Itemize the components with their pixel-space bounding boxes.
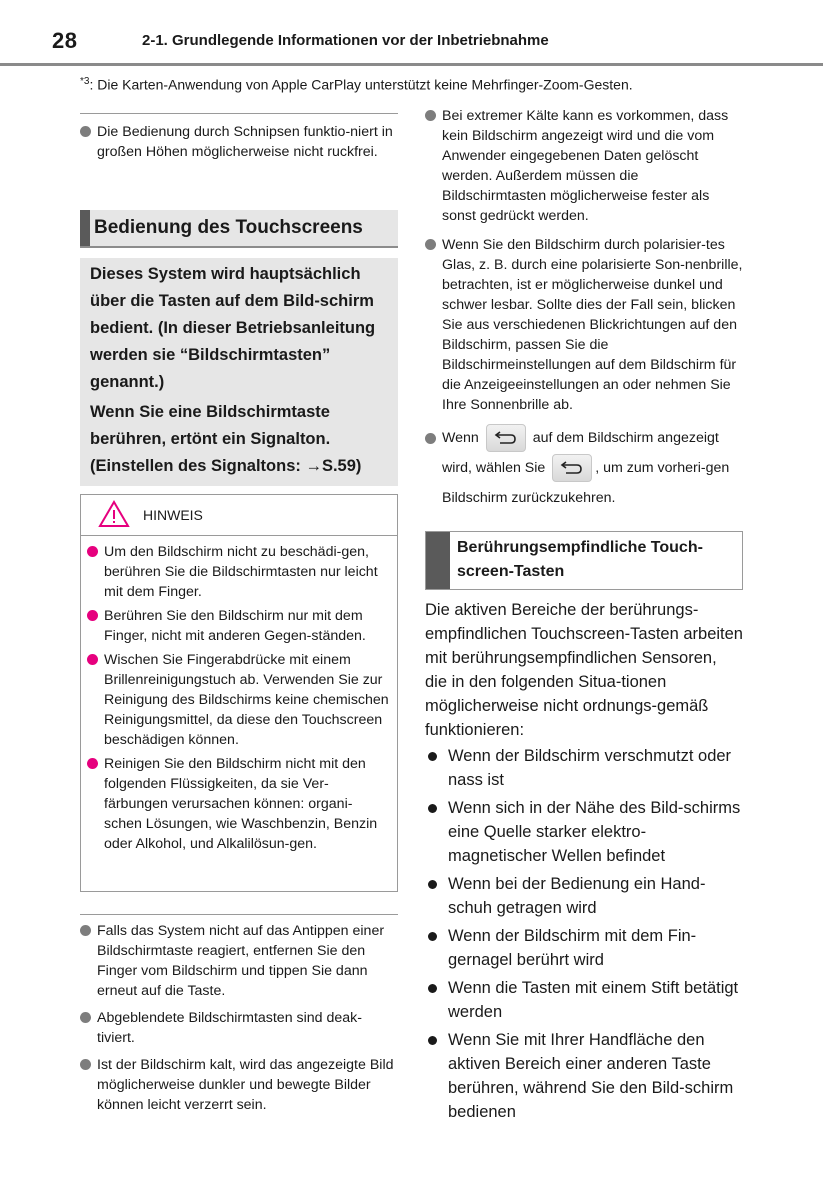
bullet-icon: [80, 126, 91, 137]
condition-item: [425, 1028, 743, 1124]
notice-item: [87, 650, 389, 750]
subsection-header-bar: [426, 532, 450, 589]
list-item-text: Wenn Sie den Bildschirm durch polarisier-tes Glas, z. B. durch eine polarisierte Son-nenbrille, betrachten, ist er möglicherweise dunkel und schwer lesbar. Sollte dies der Fall sein, blicken Sie aus verschiedenen Blickrichtungen auf den Bildschirm, passen Sie die Bildschirmeinstellungen auf dem Bildschirm für die Anzeigeeinstellungen an oder nehmen Sie Ihre Sonnenbrille ab.: [442, 237, 743, 413]
condition-text: Wenn der Bildschirm mit dem Fin-gernagel berührt wird: [448, 927, 697, 969]
pink-bullet-icon: [87, 546, 98, 557]
notice-box: [80, 494, 398, 892]
bullet-icon: [428, 984, 437, 993]
condition-item: [425, 976, 743, 1024]
list-item: [80, 122, 398, 162]
section-header: [80, 210, 398, 248]
list-item: [425, 423, 743, 513]
notice-item: [87, 542, 389, 602]
back-arrow-icon: [560, 459, 584, 477]
notice-list: [81, 536, 397, 854]
condition-text: Wenn die Tasten mit einem Stift betätigt werden: [448, 979, 739, 1021]
condition-text: Wenn bei der Bedienung ein Hand-schuh getragen wird: [448, 875, 706, 917]
divider: [80, 113, 398, 114]
bullet-icon: [428, 932, 437, 941]
intro-box: [80, 258, 398, 486]
bullet-icon: [80, 925, 91, 936]
list-item-text: Falls das System nicht auf das Antippen einer Bildschirmtaste reagiert, entfernen Sie den Finger vom Bildschirm und tippen Sie dann erneut auf die Taste.: [97, 923, 385, 999]
bullet-icon: [428, 1036, 437, 1045]
bullet-icon: [425, 110, 436, 121]
notice-item-text: Um den Bildschirm nicht zu beschädi-gen, berühren Sie die Bildschirmtasten nur leicht mit dem Finger.: [104, 544, 378, 600]
right-top-block: [425, 106, 743, 513]
condition-item: [425, 924, 743, 972]
list-item: [80, 921, 398, 1001]
divider: [80, 914, 398, 915]
pink-bullet-icon: [87, 610, 98, 621]
subsection-title: Berührungsempfindliche Touch-screen-Tasten: [457, 539, 703, 580]
condition-item: [425, 744, 743, 792]
notice-header: [81, 495, 397, 536]
body-paragraph: Die aktiven Bereiche der berührungs-empfindlichen Touchscreen-Tasten arbeiten mit berührungsempfindlichen Sensoren, die in den folgenden Situa-tionen möglicherweise nicht ordnungs-gemäß funktionieren:: [425, 601, 743, 739]
list-item-text: Abgeblendete Bildschirmtasten sind deak-tiviert.: [97, 1010, 362, 1046]
list-item-text: , um zum vorheri-gen Bildschirm zurückzukehren.: [442, 460, 730, 506]
back-arrow-icon: [494, 429, 518, 447]
condition-item: [425, 796, 743, 868]
header-divider: [0, 63, 823, 66]
left-top-block: [80, 113, 398, 162]
pink-bullet-icon: [87, 758, 98, 769]
list-item-text: Ist der Bildschirm kalt, wird das angezeigte Bild möglicherweise dunkler und bewegte Bilder können leicht verzerrt sein.: [97, 1057, 394, 1113]
footnote-marker: *3: [80, 76, 90, 87]
section-header-bar: [80, 210, 90, 246]
notice-item-text: Berühren Sie den Bildschirm nur mit dem Finger, nicht mit anderen Gegen-ständen.: [104, 608, 366, 644]
list-item: [80, 1008, 398, 1048]
pink-bullet-icon: [87, 654, 98, 665]
notice-item-text: Reinigen Sie den Bildschirm nicht mit den folgenden Flüssigkeiten, da sie Ver-färbungen verursachen können: organi-schen Lösungen, wie Waschbenzin, Benzin oder Alkohol, und Alkalilösun-gen.: [104, 756, 378, 852]
bullet-icon: [425, 433, 436, 444]
warning-triangle-icon: [98, 500, 130, 533]
notice-item: [87, 754, 389, 854]
bullet-icon: [425, 239, 436, 250]
condition-list: [425, 744, 743, 1128]
condition-item: [425, 872, 743, 920]
intro-paragraph: Dieses System wird hauptsächlich über die Tasten auf dem Bild-schirm bedient. (In dieser Betriebsanleitung werden sie “Bildschirmtasten” genannt.): [90, 265, 376, 391]
intro-paragraph: Wenn Sie eine Bildschirmtaste berühren, ertönt ein Signalton. (Einstellen des Signaltons: →S.59): [90, 403, 362, 475]
list-item-text: Bei extremer Kälte kann es vorkommen, dass kein Bildschirm angezeigt wird und die vom Anwender eingegebenen Daten gelöscht werden. Außerdem müssen die Bildschirmtasten möglicherweise fester als sonst gedrückt werden.: [442, 108, 729, 224]
back-button-image: [486, 424, 526, 452]
list-item-text: Wenn: [442, 430, 479, 446]
notice-item-text: Wischen Sie Fingerabdrücke mit einem Brillenreinigungstuch ab. Verwenden Sie zur Reinigung des Bildschirms keine chemischen Reinigungsmittel, da diese den Touchscreen beschädigen können.: [104, 652, 389, 748]
list-item: [425, 235, 743, 415]
list-item: [425, 106, 743, 226]
notice-title: HINWEIS: [143, 507, 203, 523]
page-number: 28: [52, 28, 78, 53]
condition-text: Wenn sich in der Nähe des Bild-schirms eine Quelle starker elektro-magnetischer Wellen befindet: [448, 799, 741, 865]
subsection-header: [425, 531, 743, 590]
bullet-icon: [80, 1012, 91, 1023]
section-title: Bedienung des Touchscreens: [94, 217, 363, 238]
left-bottom-block: [80, 914, 398, 1115]
condition-text: Wenn Sie mit Ihrer Handfläche den aktiven Bereich einer anderen Taste berühren, während Sie den Bild-schirm bedienen: [448, 1031, 734, 1121]
list-item: [80, 1055, 398, 1115]
footnote: [80, 76, 633, 93]
chapter-title: 2-1. Grundlegende Informationen vor der Inbetriebnahme: [142, 32, 549, 49]
list-item-text: auf dem Bildschirm angezeigt wird, wählen Sie: [442, 430, 719, 476]
condition-text: Wenn der Bildschirm verschmutzt oder nass ist: [448, 747, 732, 789]
back-button-image: [552, 454, 592, 482]
list-item-text: Die Bedienung durch Schnipsen funktio-niert in großen Höhen möglicherweise nicht ruckfrei.: [97, 124, 393, 160]
footnote-text: : Die Karten-Anwendung von Apple CarPlay unterstützt keine Mehrfinger-Zoom-Gesten.: [89, 76, 633, 93]
notice-item: [87, 606, 389, 646]
bullet-icon: [428, 752, 437, 761]
bullet-icon: [428, 804, 437, 813]
bullet-icon: [80, 1059, 91, 1070]
bullet-icon: [428, 880, 437, 889]
